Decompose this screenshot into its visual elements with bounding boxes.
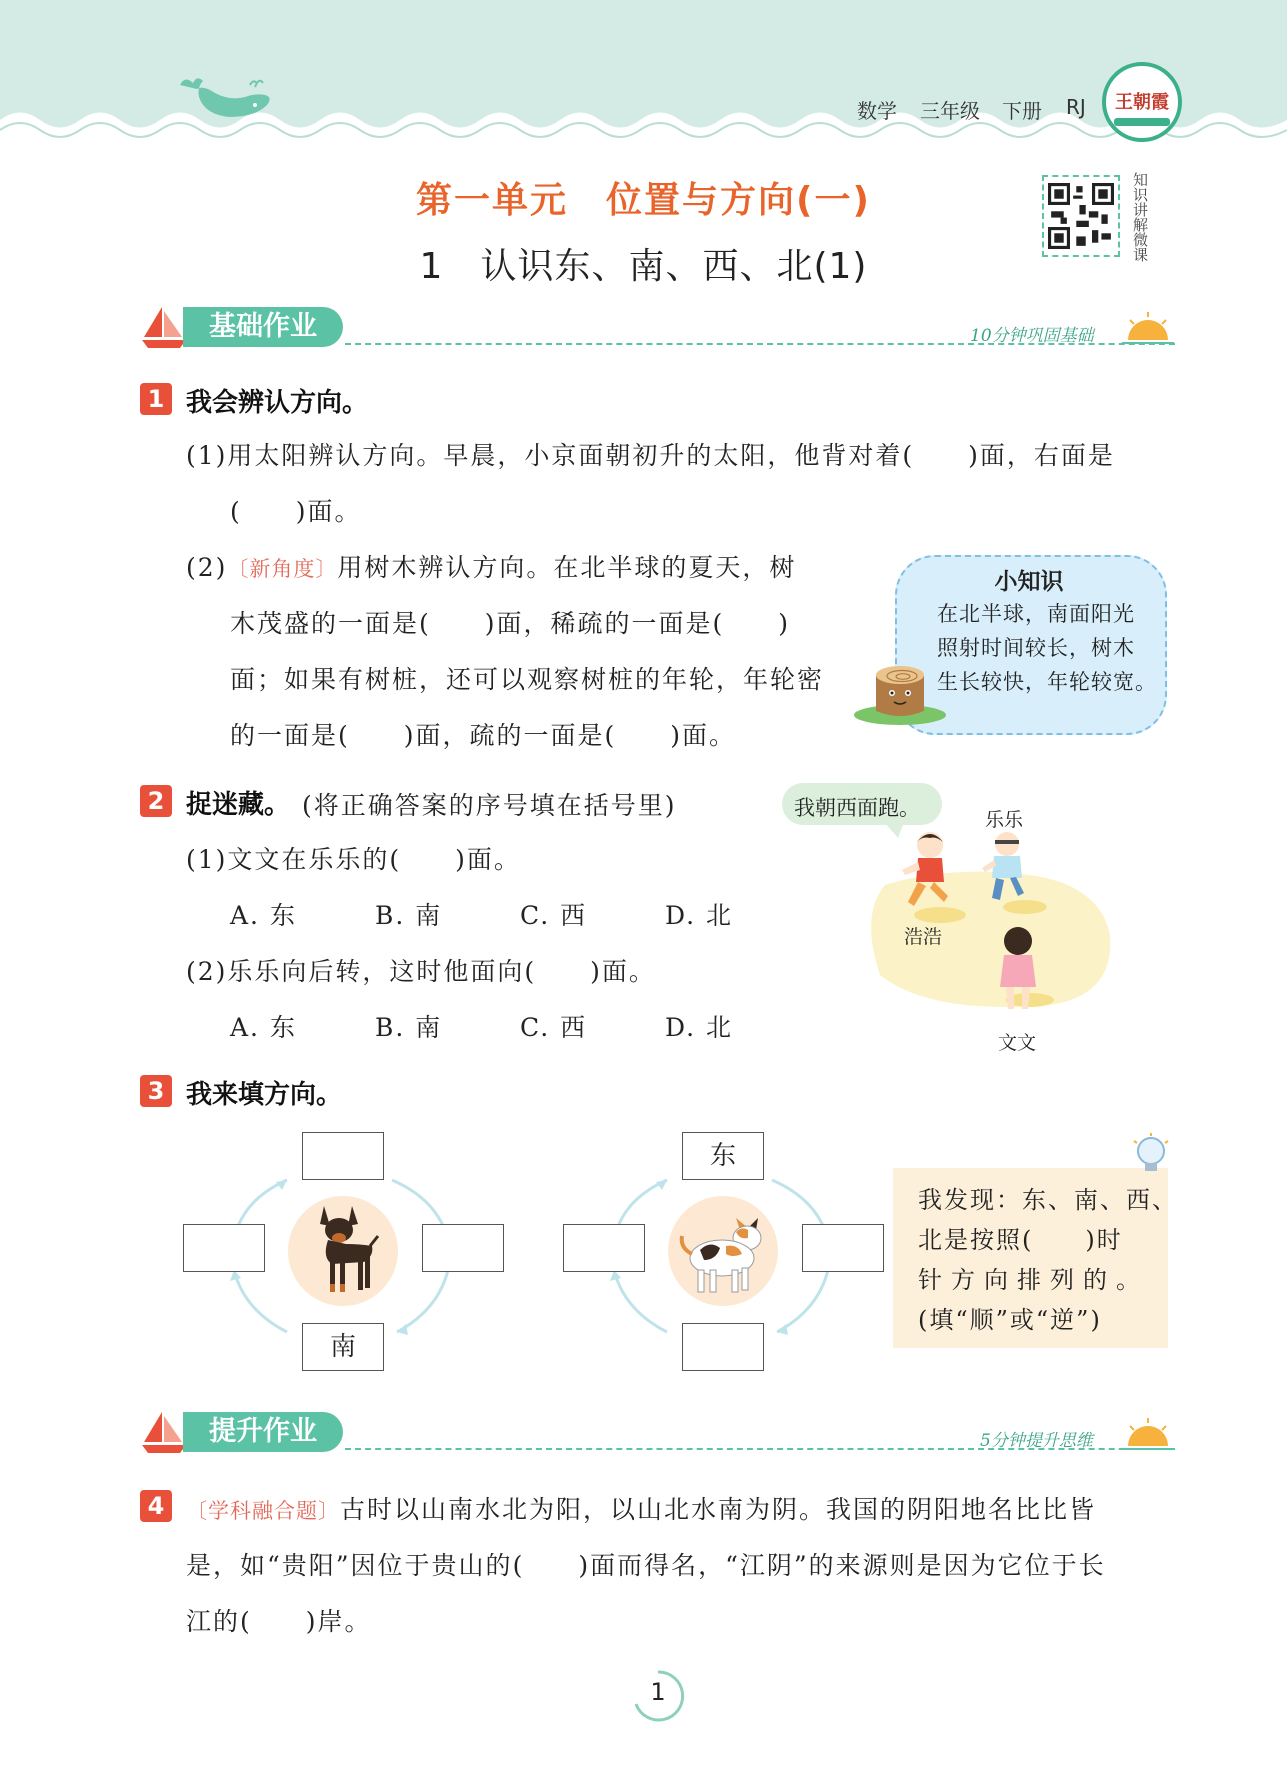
q2-hint: (将正确答案的序号填在括号里) (302, 791, 677, 820)
q2-title: 捉迷藏。 (186, 790, 291, 820)
q2-part2: (2)乐乐向后转，这时他面向( )面。 (186, 957, 656, 986)
right-compass-bottom-box[interactable] (682, 1323, 764, 1371)
q2-part1-option-b: B. 南 (375, 901, 443, 930)
name-haohao: 浩浩 (904, 926, 943, 948)
lesson-title: 1 认识东、南、西、北(1) (419, 246, 868, 287)
left-compass-right-box[interactable] (422, 1224, 504, 1272)
q1-part1-line2: ( )面。 (230, 497, 362, 526)
q2-part2-option-b: B. 南 (375, 1013, 443, 1042)
q1-title: 我会辨认方向。 (186, 388, 369, 418)
wenwen-figure (990, 925, 1046, 1015)
speech-text: 我朝西面跑。 (794, 796, 920, 820)
discovery-line3: 针方向排列的。 (918, 1266, 1149, 1294)
name-lele: 乐乐 (985, 809, 1024, 831)
q2-part2-option-a: A. 东 (230, 1013, 297, 1042)
left-compass-top-box[interactable] (302, 1132, 384, 1180)
q1-part2-line3: 面；如果有树桩，还可以观察树桩的年轮，年轮密 (230, 665, 825, 694)
tip-line1: 在北半球，南面阳光 (937, 602, 1135, 626)
q1-part2-line1 (186, 548, 796, 584)
right-compass-right-box[interactable] (802, 1224, 884, 1272)
qr-caption: 知识讲解微课 (1131, 172, 1149, 262)
tip-line3: 生长较快，年轮较宽。 (937, 670, 1157, 694)
sailboat-icon (140, 303, 188, 351)
qr-icon (1048, 181, 1114, 251)
section-advanced-note: 5分钟提升思维 (980, 1431, 1093, 1451)
left-compass-bottom-box[interactable]: 南 (302, 1323, 384, 1371)
q2-part1: (1)文文在乐乐的( )面。 (186, 845, 521, 874)
q3-title: 我来填方向。 (186, 1080, 343, 1110)
haohao-figure (900, 830, 960, 920)
q1-part2-line4: 的一面是( )面，疏的一面是( )面。 (230, 721, 737, 750)
q2-part1-option-a: A. 东 (230, 901, 297, 930)
page-number: 1 (650, 1678, 666, 1706)
q4-line3: 江的( )岸。 (186, 1607, 372, 1636)
q2-part2-option-c: C. 西 (520, 1013, 588, 1042)
lele-figure (978, 830, 1036, 910)
tree-stump-illustration (852, 645, 948, 727)
sunset-icon (1122, 310, 1174, 346)
q2-number: 2 (140, 785, 172, 817)
whale-icon (175, 75, 275, 130)
section-basic-note: 10分钟巩固基础 (970, 326, 1094, 346)
discovery-line4: (填“顺”或“逆”) (918, 1306, 1102, 1334)
header-edition: RJ (1066, 95, 1086, 119)
q1-part2-line2: 木茂盛的一面是( )面，稀疏的一面是( ) (230, 609, 791, 638)
tip-line2: 照射时间较长，树木 (937, 636, 1135, 660)
section-advanced-label: 提升作业 (183, 1412, 343, 1452)
q1-part2-text1: 用树木辨认方向。在北半球的夏天，树 (337, 553, 797, 582)
sunset-icon-2 (1122, 1416, 1174, 1452)
right-compass-left-box[interactable] (563, 1224, 645, 1272)
q1-number: 1 (140, 383, 172, 415)
q2-part1-option-c: C. 西 (520, 901, 588, 930)
q2-part2-option-d: D. 北 (665, 1013, 734, 1042)
q2-part1-option-d: D. 北 (665, 901, 734, 930)
logo-text: 王朝霞 (1115, 92, 1169, 113)
header-subject: 数学 (857, 99, 897, 123)
tip-title: 小知识 (994, 569, 1064, 595)
header-grade: 三年级 (920, 99, 980, 123)
q3-number: 3 (140, 1075, 172, 1107)
name-wenwen: 文文 (998, 1032, 1037, 1054)
dog-icon (302, 1200, 384, 1300)
right-compass-top-box[interactable]: 东 (682, 1132, 764, 1180)
discovery-line2: 北是按照( )时 (918, 1226, 1123, 1254)
q1-part1-line1: (1)用太阳辨认方向。早晨，小京面朝初升的太阳，他背对着( )面，右面是 (186, 441, 1115, 470)
discovery-line1: 我发现：东、南、西、 (918, 1186, 1178, 1214)
q4-number: 4 (140, 1490, 172, 1522)
interdisciplinary-tag: 〔学科融合题〕 (186, 1499, 340, 1523)
qr-code (1042, 175, 1120, 257)
q4-line1 (186, 1490, 1096, 1526)
q4-line2: 是，如“贵阳”因位于贵山的( )面而得名，“江阴”的来源则是因为它位于长 (186, 1551, 1106, 1580)
section-basic-label: 基础作业 (183, 307, 343, 347)
sailboat-icon-2 (140, 1408, 188, 1456)
header-volume: 下册 (1002, 99, 1042, 123)
q1-part2-prefix: (2) (186, 553, 228, 582)
speech-bubble-tail (884, 822, 904, 838)
new-angle-tag: 〔新角度〕 (227, 557, 338, 581)
unit-title: 第一单元 位置与方向(一) (416, 180, 871, 221)
cat-icon (676, 1208, 772, 1298)
q4-line1-text: 古时以山南水北为阳，以山北水南为阴。我国的阴阳地名比比皆 (340, 1495, 1097, 1524)
lightbulb-icon (1130, 1133, 1172, 1183)
left-compass-left-box[interactable] (183, 1224, 265, 1272)
brand-logo (1102, 62, 1182, 142)
